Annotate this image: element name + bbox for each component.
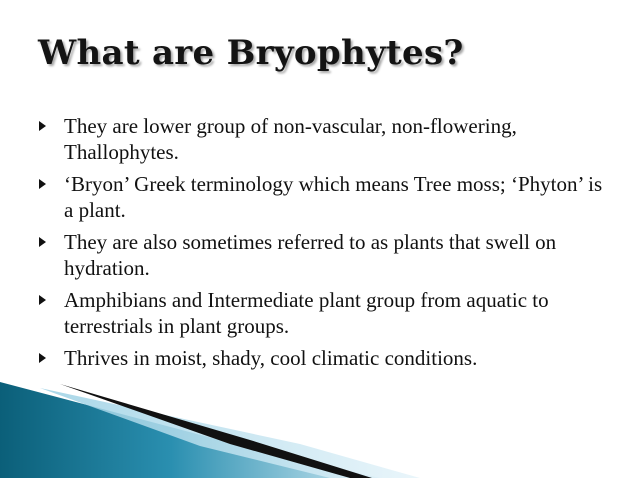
bullet-text: They are also sometimes referred to as plants that swell on hydration. — [64, 230, 557, 280]
bullet-text: They are lower group of non-vascular, non-flowering, Thallophytes. — [64, 114, 517, 164]
bullet-arrow-icon — [39, 237, 46, 247]
bullet-item — [36, 171, 611, 223]
bullet-list — [36, 113, 611, 377]
bullet-arrow-icon — [39, 121, 46, 131]
bullet-item — [36, 345, 611, 371]
bullet-arrow-icon — [39, 295, 46, 305]
bottom-decoration — [0, 368, 638, 478]
bullet-text: Thrives in moist, shady, cool climatic conditions. — [64, 346, 478, 370]
bullet-arrow-icon — [39, 179, 46, 189]
bullet-item — [36, 229, 611, 281]
black-stripe — [60, 384, 372, 478]
bullet-text: ‘Bryon’ Greek terminology which means Tree moss; ‘Phyton’ is a plant. — [64, 172, 603, 222]
slide-title: What are Bryophytes? — [38, 33, 464, 73]
light-blue-stripe — [40, 388, 420, 478]
bullet-arrow-icon — [39, 353, 46, 363]
bullet-item — [36, 113, 611, 165]
teal-wave-shape — [0, 382, 380, 478]
bullet-item — [36, 287, 611, 339]
bullet-text: Amphibians and Intermediate plant group from aquatic to terrestrials in plant groups. — [64, 288, 549, 338]
